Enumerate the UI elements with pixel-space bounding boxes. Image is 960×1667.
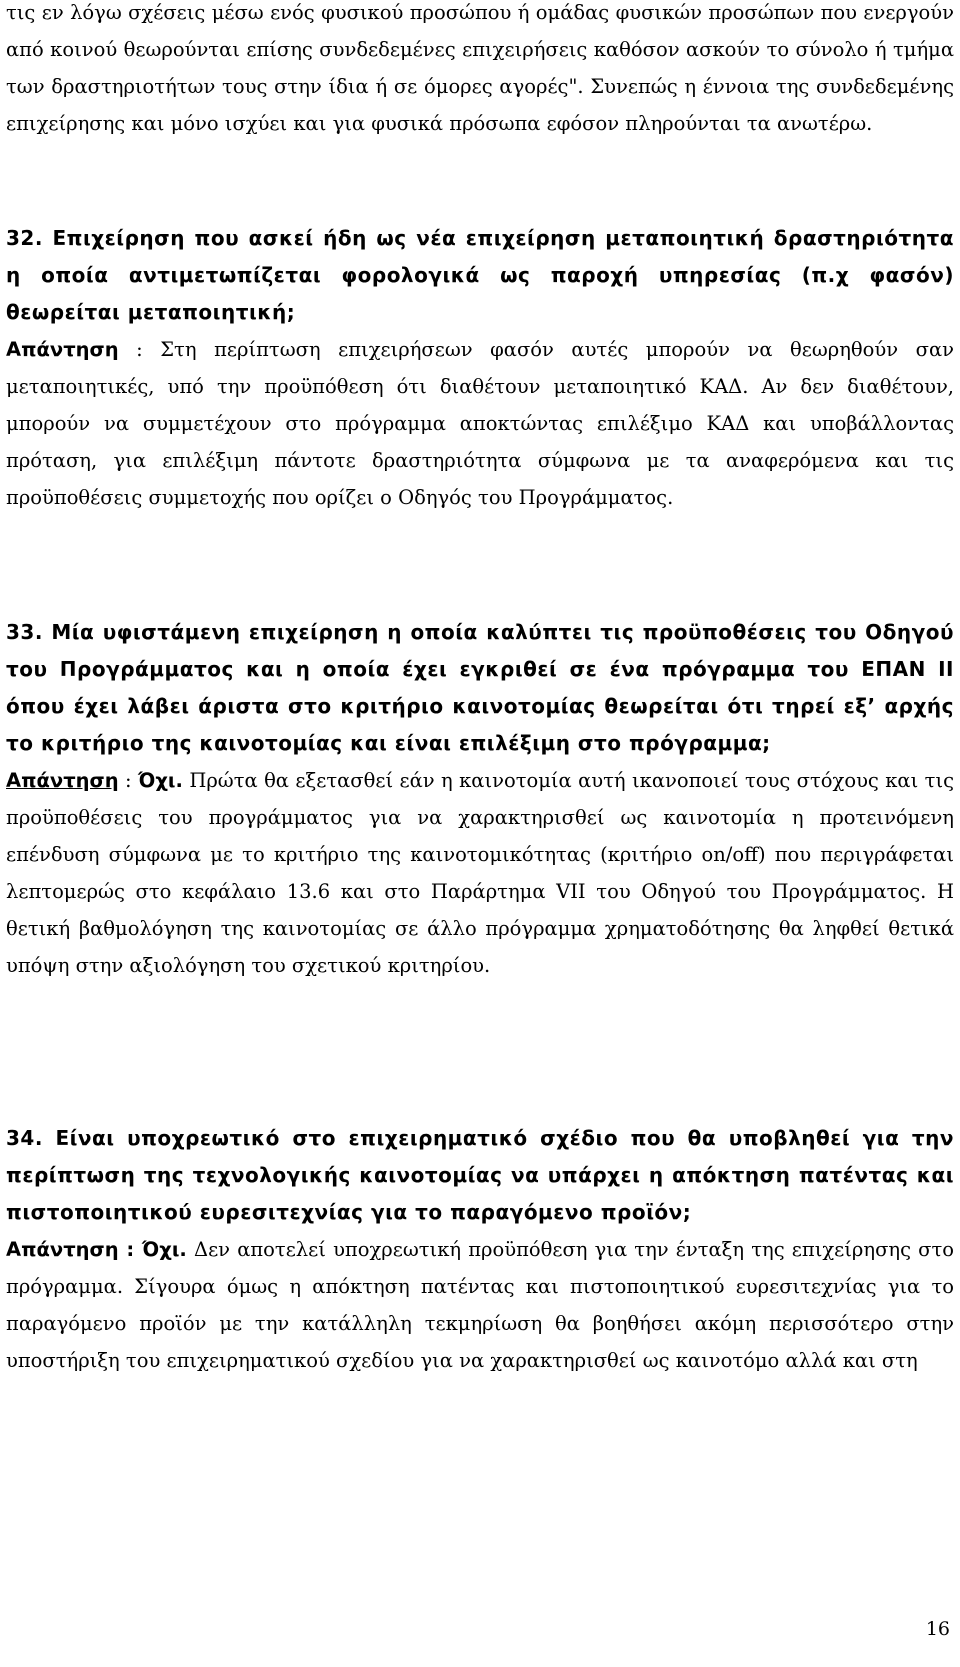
intro-paragraph [6,0,954,142]
answer-text: Δεν αποτελεί υποχρεωτική προϋπόθεση για την ένταξη της επιχείρησης στο πρόγραμμα. Σίγουρα όμως η απόκτηση πατέντας και πιστοποιητικού ευρεσιτεχνίας για το παραγόμενο προϊόν με την κατάλληλη τεκμηρίωση θα βοηθήσει ακόμη περισσότερο στην υποστήριξη του επιχειρηματικού σχεδίου για να χαρακτηρισθεί ως καινοτόμο αλλά και στη [6,1238,954,1372]
faq-answer [6,331,954,516]
answer-label: Απάντηση [6,338,119,361]
answer-label: Απάντηση [6,1238,119,1261]
faq-question: 33. Μία υφιστάμενη επιχείρηση η οποία καλύπτει τις προϋποθέσεις του Οδηγού του Προγράμματος και η οποία έχει εγκριθεί σε ένα πρόγραμμα του ΕΠΑΝ ΙΙ όπου έχει λάβει άριστα στο κριτήριο καινοτομίας θεωρείται ότι τηρεί εξ’ αρχής το κριτήριο της καινοτομίας και είναι επιλέξιμη στο πρόγραμμα; [6,620,954,755]
answer-lead: Όχι. [141,1238,187,1261]
answer-separator: : [118,338,161,361]
answer-separator: : [118,1238,142,1261]
faq-item-34 [6,1120,954,1379]
answer-lead: Όχι. [137,769,183,792]
answer-text: Πρώτα θα εξετασθεί εάν η καινοτομία αυτή ικανοποιεί τους στόχους και τις προϋποθέσεις του προγράμματος για να χαρακτηρισθεί ως καινοτομία η προτεινόμενη επένδυση σύμφωνα με το κριτήριο της καινοτομικότητας (κριτήριο on/off) που περιγράφεται λεπτομερώς στο κεφάλαιο 13.6 και στο Παράρτημα VII του Οδηγού του Προγράμματος. Η θετική βαθμολόγηση της καινοτομίας σε άλλο πρόγραμμα χρηματοδότησης θα ληφθεί θετικά υπόψη στην αξιολόγηση του σχετικού κριτηρίου. [6,769,955,977]
page-number: 16 [925,1618,950,1640]
intro-text: τις εν λόγω σχέσεις μέσω ενός φυσικού προσώπου ή ομάδας φυσικών προσώπων που ενεργούν από κοινού θεωρούνται επίσης συνδεδεμένες επιχειρήσεις καθόσον ασκούν το σύνολο ή τμήμα των δραστηριοτήτων τους στην ίδια ή σε όμορες αγορές". Συνεπώς η έννοια της συνδεδεμένης επιχείρησης και μόνο ισχύει και για φυσικά πρόσωπα εφόσον πληρούνται τα ανωτέρω. [6,1,954,135]
answer-text: Στη περίπτωση επιχειρήσεων φασόν αυτές μπορούν να θεωρηθούν σαν μεταποιητικές, υπό την προϋπόθεση ότι διαθέτουν μεταποιητικό ΚΑΔ. Αν δεν διαθέτουν, μπορούν να συμμετέχουν στο πρόγραμμα αποκτώντας επιλέξιμο ΚΑΔ και υποβάλλοντας πρόταση, για επιλέξιμη πάντοτε δραστηριότητα σύμφωνα με τα αναφερόμενα και τις προϋποθέσεις συμμετοχής που ορίζει ο Οδηγός του Προγράμματος. [6,338,955,509]
faq-item-33 [6,614,954,984]
faq-answer [6,1231,954,1379]
faq-answer [6,762,954,984]
faq-question: 34. Είναι υποχρεωτικό στο επιχειρηματικό σχέδιο που θα υποβληθεί για την περίπτωση της τεχνολογικής καινοτομίας να υπάρχει η απόκτηση πατέντας και πιστοποιητικού ευρεσιτεχνίας για το παραγόμενο προϊόν; [6,1126,954,1224]
answer-label: Απάντηση [6,769,119,792]
answer-separator: : [118,769,138,792]
faq-item-32 [6,220,954,516]
faq-question: 32. Επιχείρηση που ασκεί ήδη ως νέα επιχείρηση μεταποιητική δραστηριότητα η οποία αντιμετωπίζεται φορολογικά ως παροχή υπηρεσίας (π.χ φασόν) θεωρείται μεταποιητική; [6,226,954,324]
